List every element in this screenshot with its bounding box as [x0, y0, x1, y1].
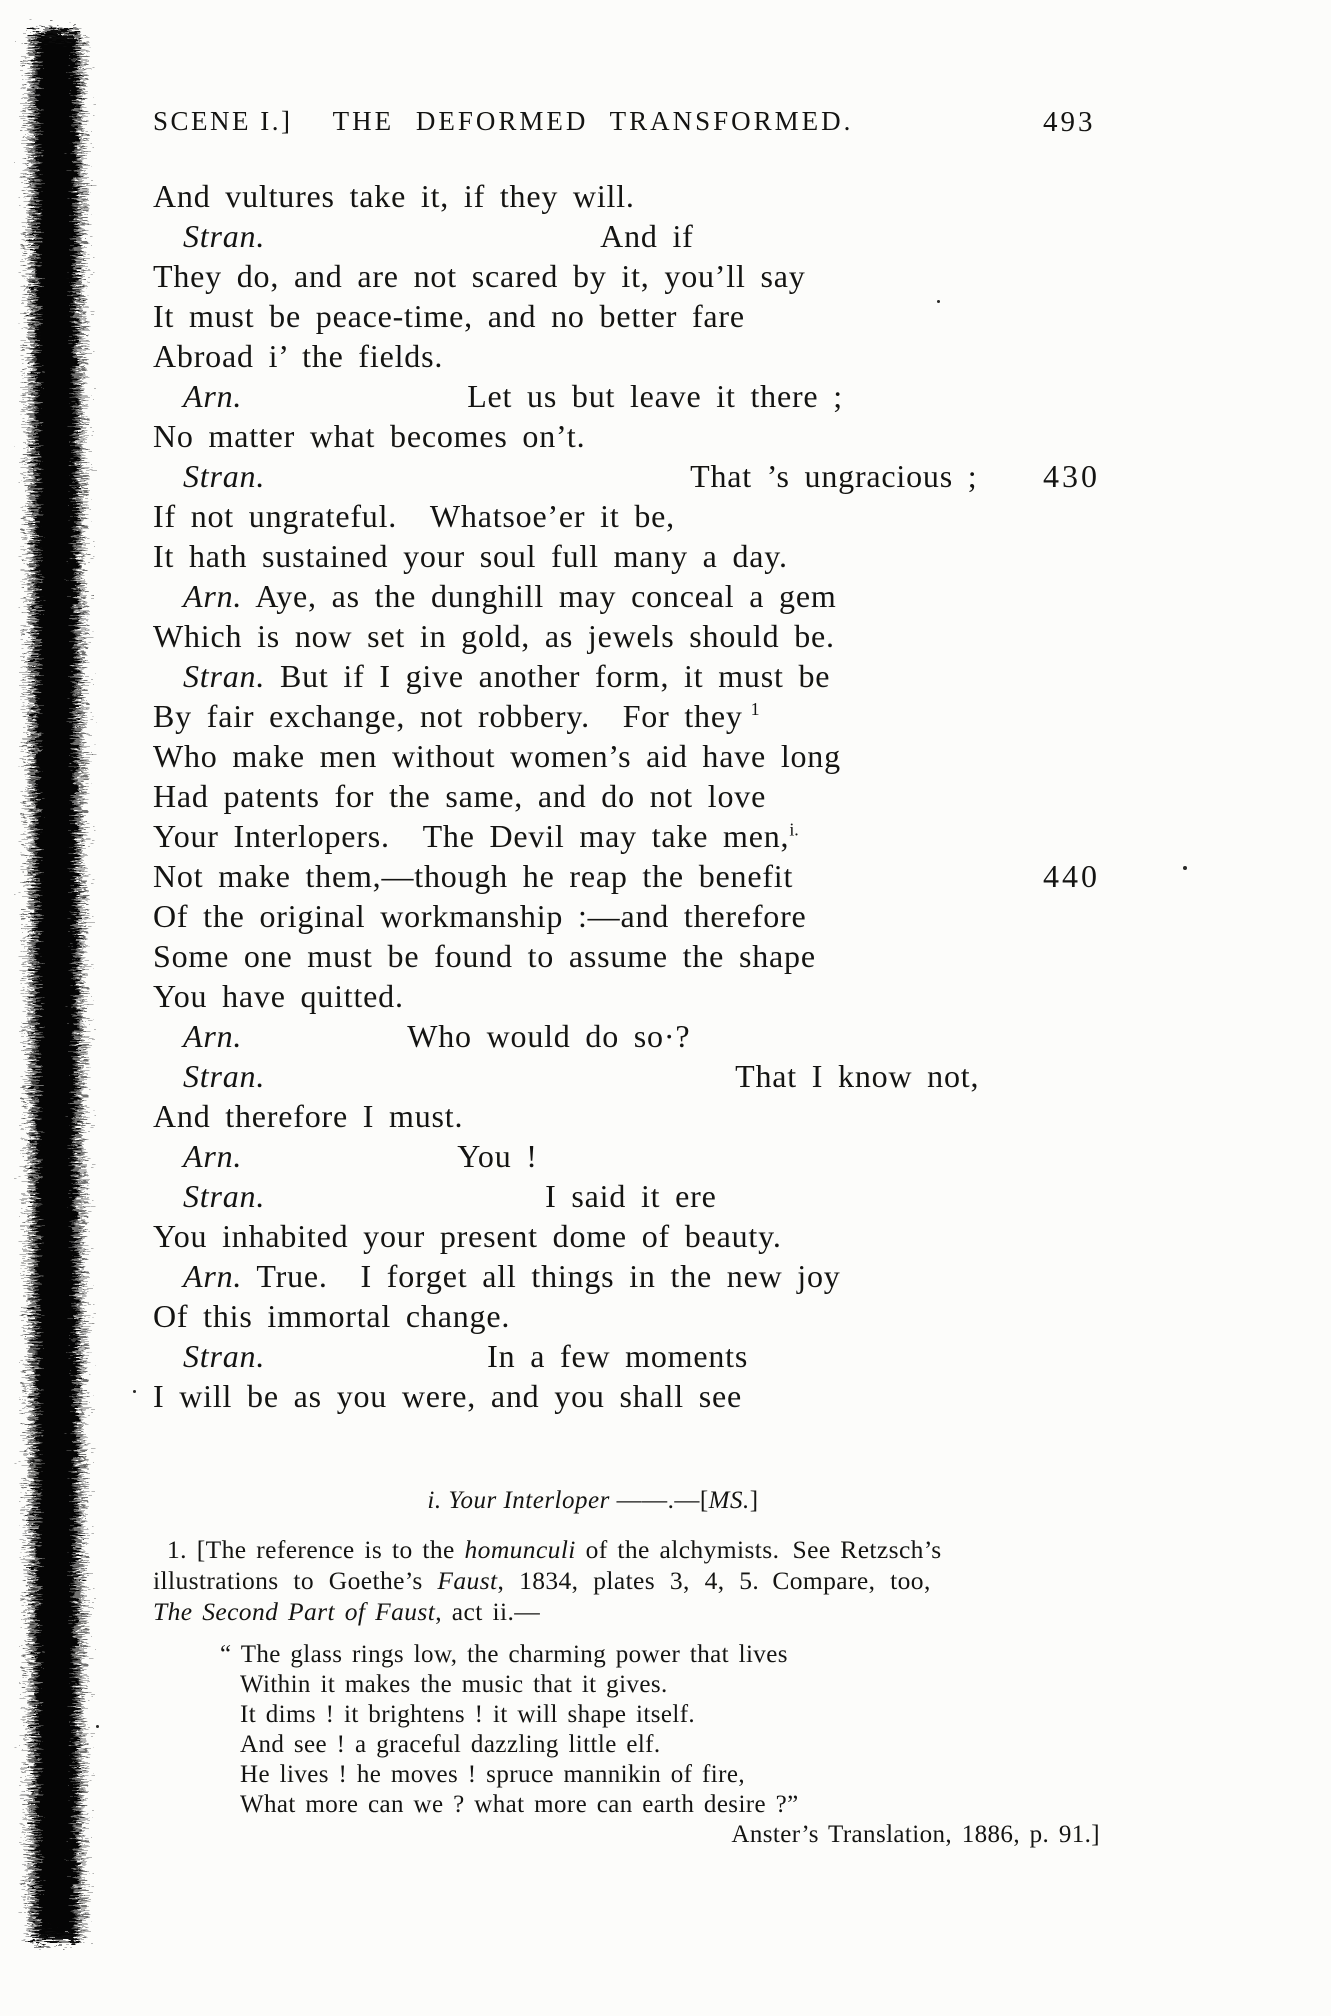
- speaker-label: Stran.: [183, 458, 266, 494]
- line-number: 430: [1043, 458, 1100, 494]
- verse-line: [153, 856, 1113, 896]
- quotation-line: “ The glass rings low, the charming power that lives: [220, 1641, 788, 1668]
- verse-text: , act ii.—: [435, 1597, 541, 1626]
- scan-speck: [1183, 866, 1187, 870]
- speaker-label: Faust: [437, 1566, 498, 1595]
- verse-line: [153, 416, 1113, 456]
- quotation-line: He lives ! he moves ! spruce mannikin of fire,: [240, 1761, 745, 1788]
- verse-text: ]: [749, 1487, 759, 1514]
- quotation-line: And see ! a graceful dazzling little elf.: [240, 1731, 661, 1758]
- footnote-line: [153, 1596, 1128, 1627]
- verse-text: You inhabited your present dome of beauty.: [153, 1218, 782, 1254]
- speaker-label: The Second Part of Faust: [153, 1597, 436, 1626]
- verse-line: [153, 1056, 1113, 1096]
- verse-text: Not make them,—though he reap the benefit: [153, 858, 794, 894]
- verse-line: [153, 656, 1113, 696]
- quotation-line: What more can we ? what more can earth desire ?”: [240, 1791, 799, 1818]
- verse-text: But if I give another form, it must be: [265, 658, 831, 694]
- speaker-label: Stran.: [183, 218, 266, 254]
- quotation: [220, 1640, 1100, 1850]
- verse-line: [153, 1216, 1113, 1256]
- speaker-label: Your Interloper: [448, 1487, 617, 1514]
- verse-text: of the alchymists. See Retzsch’s: [575, 1535, 942, 1564]
- verse-line: [153, 1096, 1113, 1136]
- speaker-label: Stran.: [183, 658, 266, 694]
- verse-text: Abroad i’ the fields.: [153, 338, 444, 374]
- verse-text: And therefore I must.: [153, 1098, 464, 1134]
- verse-text: Who make men without women’s aid have long: [153, 738, 841, 774]
- speaker-label: Arn.: [183, 1138, 243, 1174]
- verse-line: [153, 176, 1113, 216]
- verse-text: Of the original workmanship :—and therefore: [153, 898, 807, 934]
- verse-text: If not ungrateful. Whatsoe’er it be,: [153, 498, 675, 534]
- verse-line: [153, 1336, 1113, 1376]
- verse-text: By fair exchange, not robbery. For they: [153, 698, 743, 734]
- verse-text: I will be as you were, and you shall see: [153, 1378, 742, 1414]
- verse-text: Of this immortal change.: [153, 1298, 511, 1334]
- page-number: 493: [1043, 106, 1096, 138]
- verse-text: Which is now set in gold, as jewels should be.: [153, 618, 835, 654]
- quotation-line: Within it makes the music that it gives.: [240, 1671, 668, 1698]
- line-number: 440: [1043, 858, 1100, 894]
- verse-line: [153, 776, 1113, 816]
- verse-text: And if: [600, 218, 694, 254]
- verse-line: [153, 1016, 1113, 1056]
- verse-line: [153, 816, 1113, 856]
- verse-text: Some one must be found to assume the shape: [153, 938, 816, 974]
- running-title: THE DEFORMED TRANSFORMED.: [332, 106, 854, 136]
- scan-speck: [96, 1725, 99, 1728]
- verse-text: Aye, as the dunghill may conceal a gem: [242, 578, 837, 614]
- verse-text: They do, and are not scared by it, you’ll say: [153, 258, 806, 294]
- speaker-label: MS.: [708, 1487, 750, 1514]
- quotation-attribution: Anster’s Translation, 1886, p. 91.]: [731, 1821, 1100, 1848]
- verse-text: 1. [The reference is to the: [167, 1535, 465, 1564]
- verse-body: [153, 176, 1113, 1416]
- verse-line: [153, 216, 1113, 256]
- speaker-label: Stran.: [183, 1058, 266, 1094]
- speaker-label: Arn.: [183, 378, 243, 414]
- speaker-label: Stran.: [183, 1178, 266, 1214]
- speaker-label: Arn.: [183, 1018, 243, 1054]
- verse-text: It must be peace-time, and no better fare: [153, 298, 745, 334]
- verse-text: No matter what becomes on’t.: [153, 418, 586, 454]
- speaker-label: Stran.: [183, 1338, 266, 1374]
- verse-text: Your Interlopers. The Devil may take men,: [153, 818, 790, 854]
- verse-line: [153, 936, 1113, 976]
- verse-line: [153, 1376, 1113, 1416]
- verse-line: [153, 616, 1113, 656]
- apparatus-note: [153, 1487, 1033, 1515]
- verse-line: [153, 256, 1113, 296]
- verse-line: [153, 1256, 1113, 1296]
- verse-line: [153, 296, 1113, 336]
- scan-speck: [937, 300, 940, 303]
- speaker-label: i.: [427, 1487, 449, 1514]
- verse-text: Who would do so·?: [407, 1018, 691, 1054]
- page-header: [153, 106, 1096, 150]
- verse-text: Let us but leave it there ;: [467, 378, 843, 414]
- footnote-line: [153, 1565, 1128, 1596]
- speaker-label: Arn.: [183, 578, 243, 614]
- footnote: [153, 1534, 1128, 1627]
- verse-line: [153, 976, 1113, 1016]
- verse-line: [153, 1176, 1113, 1216]
- verse-text: True. I forget all things in the new joy: [242, 1258, 841, 1294]
- verse-line: [153, 896, 1113, 936]
- verse-text: , 1834, plates 3, 4, 5. Compare, too,: [497, 1566, 931, 1595]
- verse-line: [153, 1296, 1113, 1336]
- verse-line: [153, 536, 1113, 576]
- verse-text: You !: [457, 1138, 538, 1174]
- verse-line: [153, 336, 1113, 376]
- quotation-line: It dims ! it brightens ! it will shape itself.: [240, 1701, 696, 1728]
- verse-text: That I know not,: [735, 1058, 980, 1094]
- verse-line: [153, 1136, 1113, 1176]
- speaker-label: Arn.: [183, 1258, 243, 1294]
- scene-label: SCENE I.]: [153, 106, 293, 136]
- scan-speck: [133, 1390, 136, 1393]
- verse-text: In a few moments: [487, 1338, 749, 1374]
- verse-text: I said it ere: [545, 1178, 717, 1214]
- verse-text: ——.—[: [616, 1487, 709, 1514]
- footnote-line: [153, 1534, 1128, 1565]
- verse-text: Had patents for the same, and do not love: [153, 778, 767, 814]
- binding-shadow: [0, 0, 140, 2016]
- verse-line: [153, 496, 1113, 536]
- verse-line: [153, 696, 1113, 736]
- verse-text: illustrations to Goethe’s: [153, 1566, 438, 1595]
- verse-line: [153, 456, 1113, 496]
- verse-line: [153, 576, 1113, 616]
- verse-text: You have quitted.: [153, 978, 404, 1014]
- verse-text: That ’s ungracious ;: [690, 458, 978, 494]
- speaker-label: homunculi: [464, 1535, 576, 1564]
- verse-text: i.: [789, 819, 799, 840]
- verse-line: [153, 376, 1113, 416]
- verse-text: 1: [750, 699, 760, 720]
- verse-line: [153, 736, 1113, 776]
- verse-text: It hath sustained your soul full many a day.: [153, 538, 788, 574]
- verse-text: And vultures take it, if they will.: [153, 178, 635, 214]
